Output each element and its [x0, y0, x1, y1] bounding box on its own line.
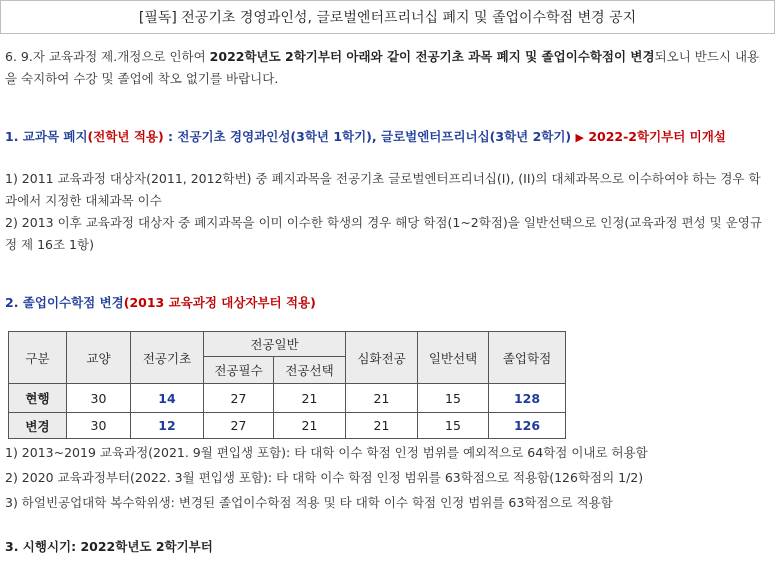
row-label: 현행 [9, 384, 67, 413]
cell-total: 128 [489, 384, 566, 413]
section1-courses: : 전공기초 경영과인성(3학년 1학기), 글로벌엔터프리너십(3학년 2학기) [163, 129, 576, 144]
cell-free: 15 [418, 384, 489, 413]
cell-liberal: 30 [67, 384, 131, 413]
note-item-2: 2) 2020 교육과정부터(2022. 3월 편입생 포함): 타 대학 이수 학점 인정 범위를 63학점으로 적용함(126학점의 1/2) [5, 470, 644, 485]
header-advanced: 심화전공 [346, 332, 418, 384]
triangle-right-icon: ▶ [575, 131, 584, 144]
section2-heading [5, 292, 770, 314]
cell-basic: 12 [131, 413, 204, 439]
section1-item-1: 1) 2011 교육과정 대상자(2011, 2012학번) 중 폐지과목을 전공기초 글로벌엔터프리너십(I), (II)의 대체과목으로 이수하여야 하는 경우 학과에서 지정한 대체과목 이수 [5, 171, 761, 208]
section1-prefix: 1. 교과목 폐지 [5, 129, 88, 144]
cell-required: 27 [204, 384, 274, 413]
table-notes [5, 442, 770, 517]
cell-elective: 21 [274, 384, 346, 413]
note-item-3: 3) 하얼빈공업대학 복수학위생: 변경된 졸업이수학점 적용 및 타 대학 이수 학점 인정 범위를 63학점으로 적용함 [5, 495, 613, 510]
section1-notice: 2022-2학기부터 미개설 [583, 129, 726, 144]
cell-liberal: 30 [67, 413, 131, 439]
note-item-1: 1) 2013~2019 교육과정(2021. 9월 편입생 포함): 타 대학 이수 학점 인정 범위를 예외적으로 64학점 이내로 허용함 [5, 445, 648, 460]
table-row [9, 384, 566, 413]
section1-heading [5, 126, 770, 149]
header-liberal: 교양 [67, 332, 131, 384]
section1-list [5, 168, 770, 256]
cell-total: 126 [489, 413, 566, 439]
row-label: 변경 [9, 413, 67, 439]
header-general: 전공일반 [204, 332, 346, 357]
table-header-row [9, 332, 566, 357]
page-title: [필독] 전공기초 경영과인성, 글로벌엔터프리너십 폐지 및 졸업이수학점 변경 공지 [0, 0, 775, 34]
header-total: 졸업학점 [489, 332, 566, 384]
header-required: 전공필수 [204, 357, 274, 384]
header-basic: 전공기초 [131, 332, 204, 384]
cell-basic: 14 [131, 384, 204, 413]
intro-bold-text: 2022학년도 2학기부터 아래와 같이 전공기초 과목 폐지 및 졸업이수학점이 변경 [209, 49, 655, 64]
header-elective: 전공선택 [274, 357, 346, 384]
cell-advanced: 21 [346, 384, 418, 413]
section3-heading: 3. 시행시기: 2022학년도 2학기부터 [5, 539, 213, 554]
intro-text-1: 6. 9.자 교육과정 제.개정으로 인하여 [5, 49, 210, 64]
credits-table [8, 331, 566, 439]
header-free: 일반선택 [418, 332, 489, 384]
intro-paragraph [5, 46, 770, 90]
intro-text-2: 되오니 반드시 내용을 숙지하여 수강 및 졸업에 착오 없기를 바랍니다. [5, 49, 760, 86]
section1-item-2: 2) 2013 이후 교육과정 대상자 중 폐지과목을 이미 이수한 학생의 경우 해당 학점(1~2학점)을 일반선택으로 인정(교육과정 편성 및 운영규정 제 16조 1항) [5, 215, 762, 252]
section2-scope: (2013 교육과정 대상자부터 적용) [123, 295, 316, 310]
section2-prefix: 2. 졸업이수학점 변경 [5, 295, 124, 310]
cell-free: 15 [418, 413, 489, 439]
section1-scope: (전학년 적용) [87, 129, 164, 144]
cell-advanced: 21 [346, 413, 418, 439]
header-category: 구분 [9, 332, 67, 384]
table-row [9, 413, 566, 439]
cell-elective: 21 [274, 413, 346, 439]
cell-required: 27 [204, 413, 274, 439]
